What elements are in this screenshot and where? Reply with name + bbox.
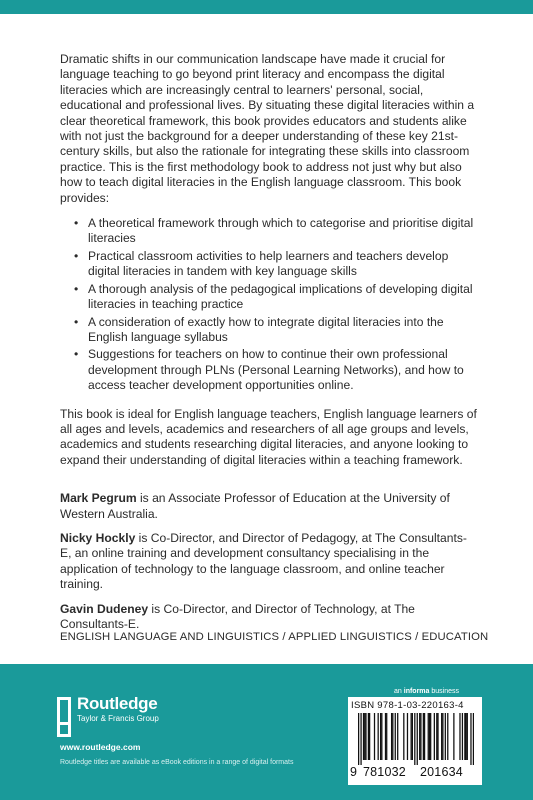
barcode-bar	[385, 713, 386, 760]
isbn-barcode	[348, 697, 482, 785]
barcode-bar	[447, 713, 448, 760]
informa-business-note: an informa business	[394, 688, 459, 695]
author-name: Nicky Hockly	[60, 530, 136, 545]
barcode-bar	[417, 713, 418, 765]
publisher-footer	[0, 664, 533, 800]
barcode-bar	[434, 713, 435, 760]
barcode-bar	[411, 713, 412, 760]
barcode-bar	[470, 713, 471, 765]
barcode-digit-group: 781032	[363, 765, 406, 779]
audience-paragraph: This book is ideal for English language teachers, English language learners of all ages and levels, academics and researchers of all age groups and levels, academics and students researching digital literacies, and anyone looking to expand their understanding of digital literacies within a teaching framework.	[60, 406, 477, 467]
barcode-bar	[459, 713, 460, 760]
barcode-bar	[442, 713, 443, 760]
barcode-bar	[392, 713, 393, 760]
barcode-bar	[365, 713, 366, 760]
barcode-bar	[380, 713, 381, 760]
author-name: Mark Pegrum	[60, 491, 137, 506]
feature-item: • A consideration of exactly how to integrate digital literacies into the English language syllabus	[74, 315, 478, 346]
barcode-digit-group: 201634	[420, 765, 463, 779]
barcode-bar	[473, 713, 474, 765]
barcode-bar	[420, 713, 421, 760]
author-bio-text: is Co-Director, and Director of Technology, at The Consultants-E.	[60, 601, 415, 631]
barcode-bar	[374, 713, 375, 760]
author-name: Gavin Dudeney	[60, 601, 149, 616]
author-bio-text: is Co-Director, and Director of Pedagogy, at The Consultants-E, an online training and development consultancy specialising in the application of technology to the language classroom, and online teacher training.	[60, 530, 467, 592]
cover-top-strip	[0, 0, 533, 14]
barcode-bar	[378, 713, 379, 760]
barcode-bar	[407, 713, 408, 760]
barcode-bar	[423, 713, 424, 760]
author-bio	[60, 491, 478, 522]
publisher-website[interactable]: www.routledge.com	[60, 742, 141, 752]
back-cover-text	[60, 52, 478, 641]
publisher-brand	[77, 694, 159, 724]
barcode-bar	[436, 713, 437, 760]
barcode-bar	[395, 713, 396, 760]
author-bio	[60, 531, 478, 593]
publisher-group: Taylor & Francis Group	[77, 714, 159, 723]
feature-item: • A theoretical framework through which to categorise and prioritise digital literacies	[74, 216, 478, 247]
barcode-bar	[397, 713, 398, 760]
routledge-logo-icon	[57, 697, 71, 737]
barcode-bar	[445, 713, 446, 760]
feature-list	[60, 216, 478, 393]
publisher-name: Routledge	[77, 694, 158, 713]
barcode-bar	[369, 713, 370, 760]
barcode-bar	[430, 713, 431, 760]
barcode-bar	[464, 713, 465, 760]
barcode-bar	[467, 713, 468, 760]
barcode-bar	[419, 713, 420, 760]
barcode-bar	[441, 713, 442, 760]
author-bio-text: is an Associate Professor of Education at the University of Western Australia.	[60, 491, 450, 521]
barcode-bar	[429, 713, 430, 760]
barcode-bar	[386, 713, 387, 760]
subject-categories: ENGLISH LANGUAGE AND LINGUISTICS / APPLIED LINGUISTICS / EDUCATION	[60, 631, 489, 643]
feature-item: • Practical classroom activities to help learners and teachers develop digital literacies in tandem with key language skills	[74, 249, 478, 280]
barcode-digit-first: 9	[350, 765, 358, 779]
barcode-bar	[428, 713, 429, 760]
isbn-label: ISBN 978-1-03-220163-4	[351, 700, 464, 711]
barcode-bar	[360, 713, 361, 765]
barcode-bars	[358, 713, 474, 765]
barcode-bar	[424, 713, 425, 760]
barcode-bar	[412, 713, 413, 760]
barcode-bar	[368, 713, 369, 760]
barcode-bar	[462, 713, 463, 760]
author-bio	[60, 602, 478, 633]
barcode-bar	[437, 713, 438, 760]
feature-item: • Suggestions for teachers on how to continue their own professional development through PLNs (Personal Learning Networks), and how to access teacher development opportunities online.	[74, 347, 478, 393]
feature-item: • A thorough analysis of the pedagogical implications of developing digital literacies in teaching practice	[74, 282, 478, 313]
barcode-bar	[364, 713, 365, 760]
barcode-bar	[414, 713, 415, 765]
barcode-bar	[391, 713, 392, 760]
ebook-availability-note: Routledge titles are available as eBook editions in a range of digital formats	[60, 759, 294, 766]
barcode-bar	[363, 713, 364, 760]
barcode-bar	[403, 713, 404, 760]
barcode-bar	[358, 713, 359, 765]
barcode-bar	[453, 713, 454, 760]
barcode-bar	[381, 713, 382, 760]
intro-paragraph: Dramatic shifts in our communication landscape have made it crucial for language teaching to go beyond print literacy and encompass the digital literacies which are increasingly central to learners' personal, social, educational and professional lives. By situating these digital literacies within a clear theoretical framework, this book provides educators and students alike with not just the background for a deeper understanding of these key 21st-century skills, but also the rationale for integrating these skills into classroom practice. This is the first methodology book to address not just why but also how to teach digital literacies in the English language classroom. This book provides:	[60, 52, 475, 205]
barcode-bar	[465, 713, 466, 760]
